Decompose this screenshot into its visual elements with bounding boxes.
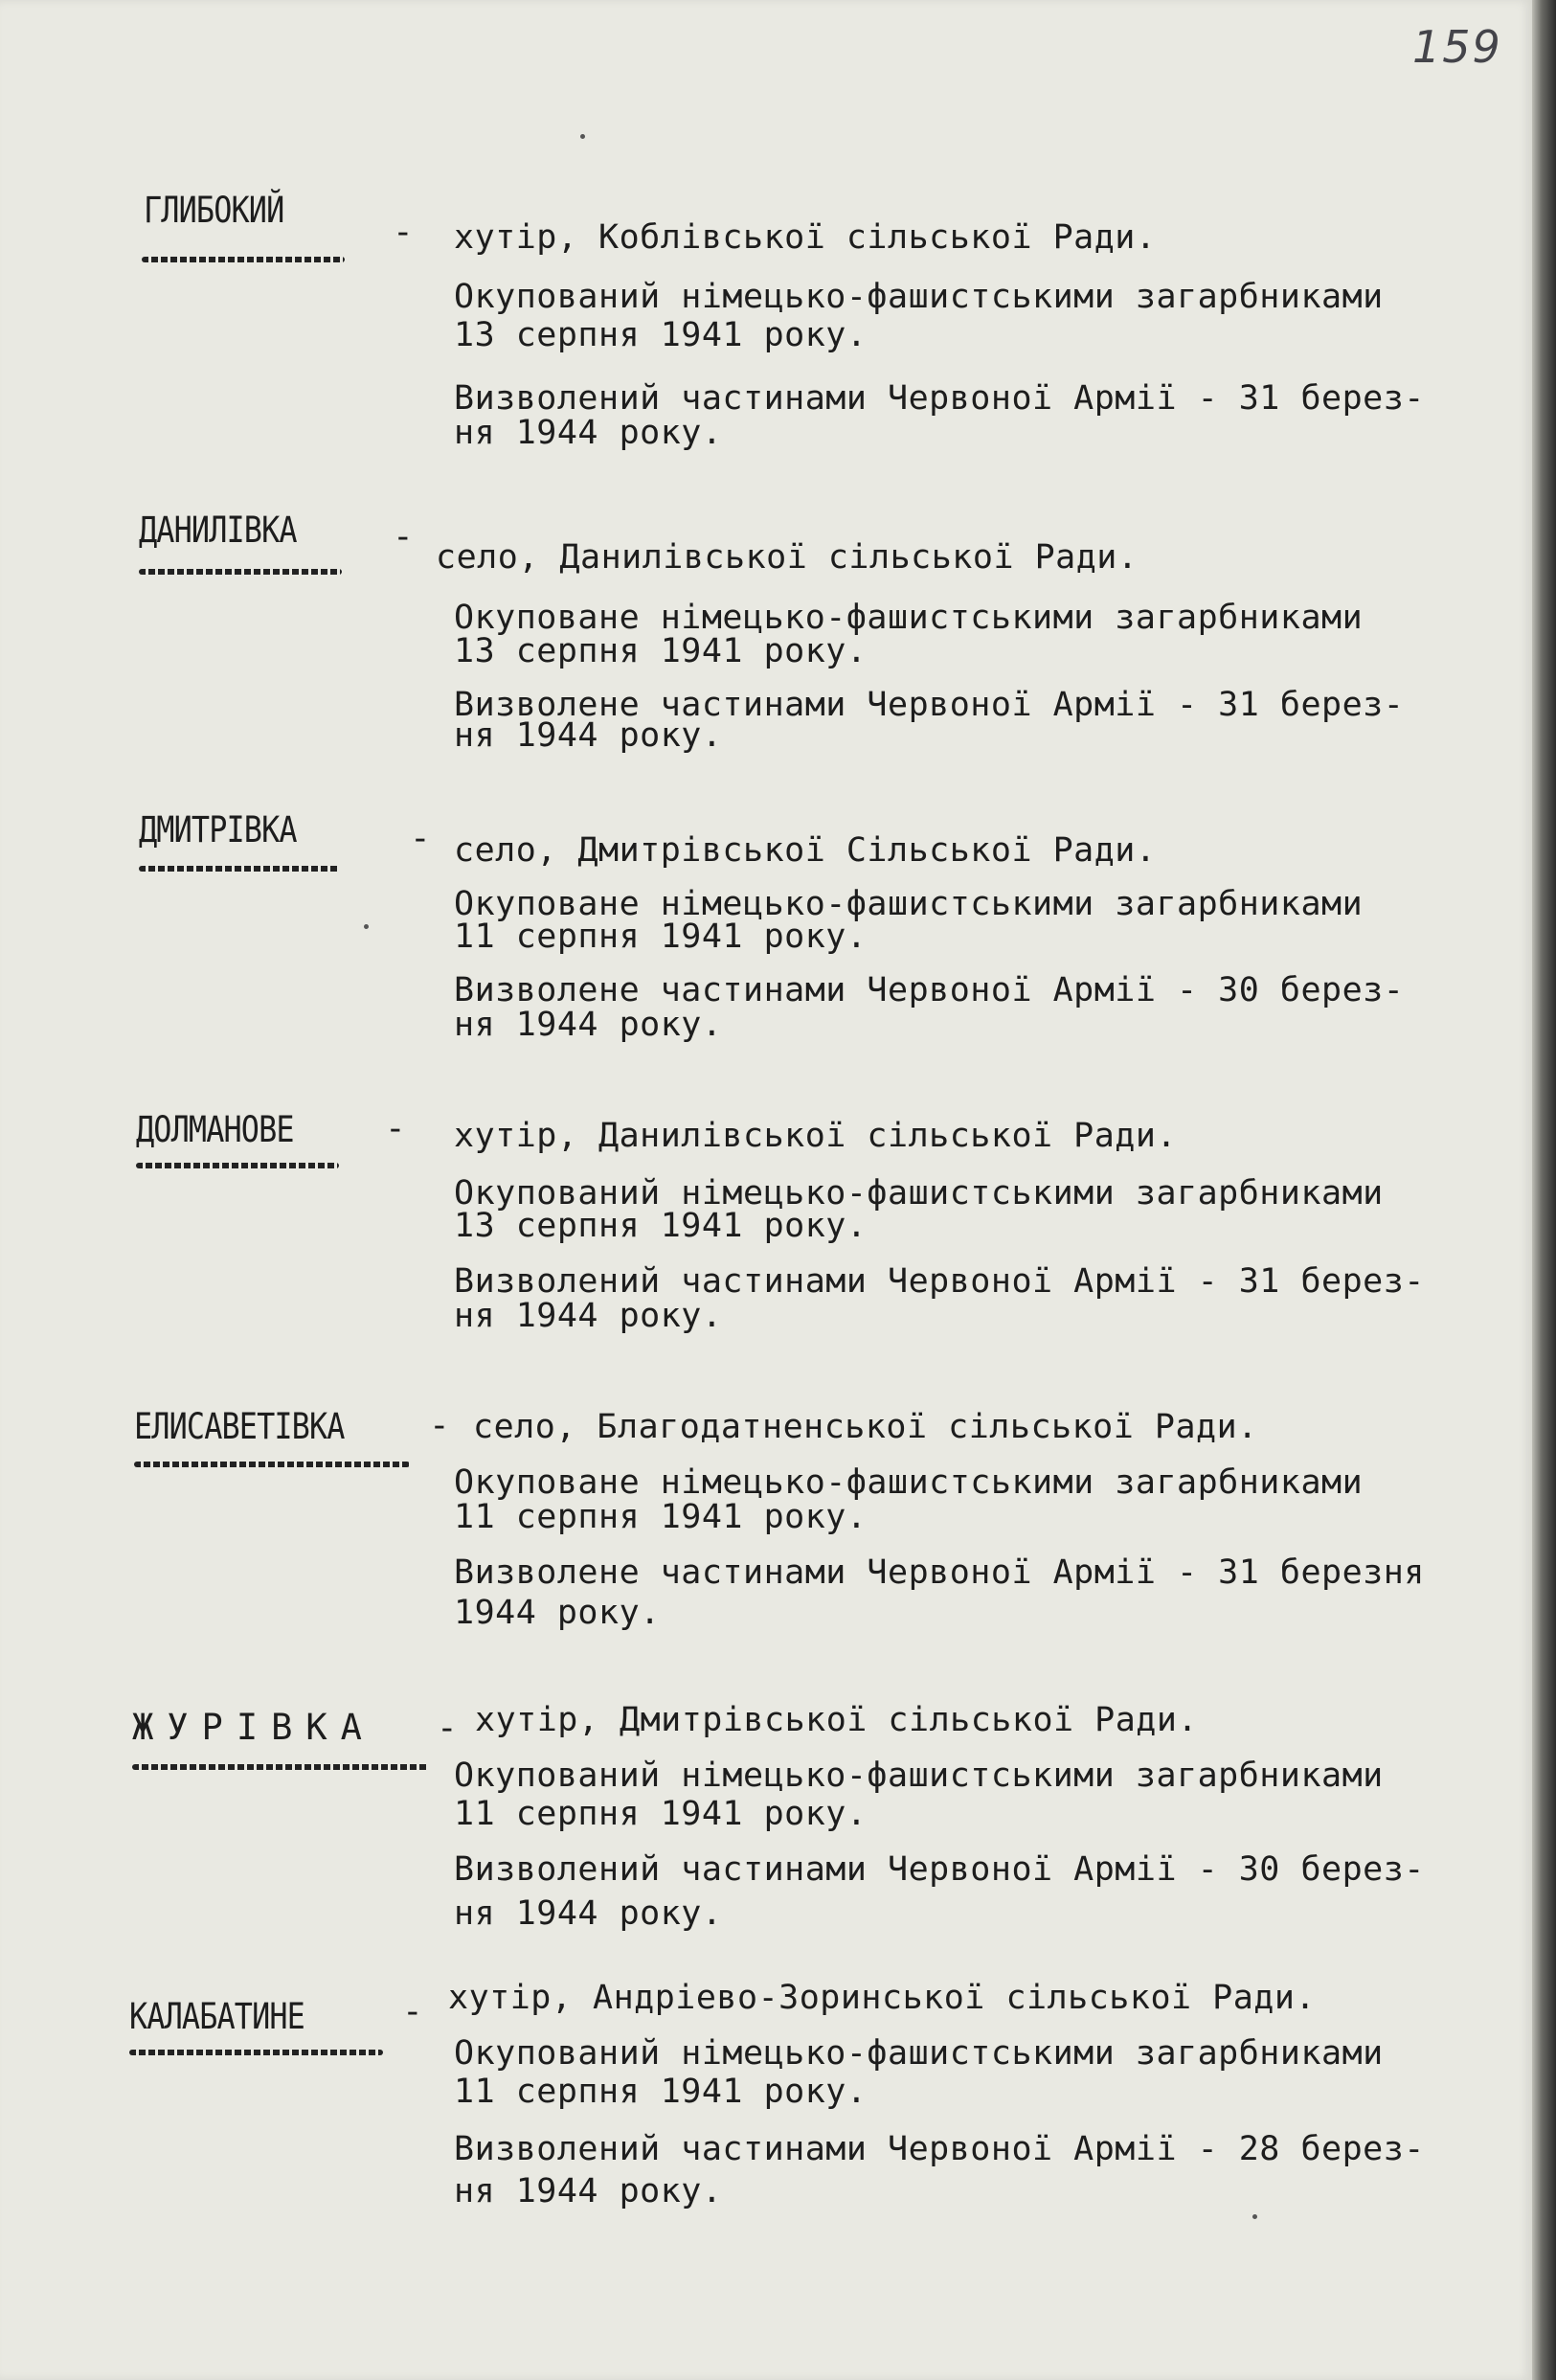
name-underline bbox=[139, 569, 342, 575]
name-underline bbox=[132, 1764, 429, 1770]
occupation-date-line: 11 серпня 1941 року. bbox=[454, 1498, 868, 1536]
occupation-line: Окупований німецько-фашистськими загарбниками bbox=[454, 2034, 1384, 2073]
liberation-date-line: ня 1944 року. bbox=[454, 2172, 723, 2210]
occupation-line: Окуповане німецько-фашистськими загарбниками bbox=[454, 1463, 1364, 1502]
paper-speck bbox=[364, 924, 369, 929]
entry-dash: - bbox=[429, 1406, 450, 1445]
occupation-date-line: 13 серпня 1941 року. bbox=[454, 632, 868, 670]
occupation-date-line: 13 серпня 1941 року. bbox=[454, 316, 868, 354]
settlement-name: ДАНИЛІВКА bbox=[139, 510, 297, 551]
settlement-name: ДОЛМАНОВЕ bbox=[136, 1109, 294, 1150]
liberation-line: Визволене частинами Червоної Армії - 31 берез- bbox=[454, 686, 1405, 724]
settlement-name: ЕЛИСАВЕТІВКА bbox=[134, 1406, 345, 1447]
settlement-type-line: хутір, Дмитрівської сільської Ради. bbox=[475, 1701, 1199, 1739]
occupation-date-line: 11 серпня 1941 року. bbox=[454, 918, 868, 956]
settlement-type-line: хутір, Андріево-Зоринської сільської Ради. bbox=[448, 1979, 1317, 2017]
settlement-type-line: село, Данилівської сільської Ради. bbox=[436, 538, 1139, 577]
liberation-date-line: ня 1944 року. bbox=[454, 1894, 723, 1933]
name-underline bbox=[134, 1462, 410, 1467]
paper-speck bbox=[580, 134, 585, 139]
occupation-line: Окупований німецько-фашистськими загарбниками bbox=[454, 1757, 1384, 1795]
page-number: 159 bbox=[1412, 21, 1502, 73]
settlement-type-line: село, Благодатненської сільської Ради. bbox=[473, 1408, 1258, 1446]
liberation-line: Визволений частинами Червоної Армії - 30 берез- bbox=[454, 1850, 1425, 1889]
entry-dash: - bbox=[402, 1992, 423, 2031]
settlement-name: ДМИТРІВКА bbox=[139, 809, 297, 850]
liberation-line: Визволене частинами Червоної Армії - 31 березня bbox=[454, 1553, 1425, 1592]
liberation-date-line: 1944 року. bbox=[454, 1594, 661, 1632]
entry-dash: - bbox=[393, 517, 414, 556]
settlement-name: КАЛАБАТИНЕ bbox=[129, 1996, 304, 2037]
occupation-line: Окупований німецько-фашистськими загарбниками bbox=[454, 278, 1384, 316]
liberation-line: Визволений частинами Червоної Армії - 28 берез- bbox=[454, 2130, 1425, 2168]
paper-speck bbox=[1252, 2214, 1257, 2219]
occupation-date-line: 13 серпня 1941 року. bbox=[454, 1207, 868, 1245]
name-underline bbox=[129, 2050, 383, 2055]
occupation-line: Окупований німецько-фашистськими загарбниками bbox=[454, 1174, 1384, 1213]
entry-dash: - bbox=[385, 1109, 406, 1148]
name-underline bbox=[142, 257, 345, 262]
entry-dash: - bbox=[410, 819, 431, 858]
liberation-date-line: ня 1944 року. bbox=[454, 716, 723, 755]
occupation-line: Окуповане німецько-фашистськими загарбниками bbox=[454, 885, 1364, 923]
liberation-line: Визволений частинами Червоної Армії - 31 берез- bbox=[454, 379, 1425, 418]
entry-dash: - bbox=[393, 213, 414, 252]
name-underline bbox=[136, 1163, 339, 1168]
occupation-date-line: 11 серпня 1941 року. bbox=[454, 2073, 868, 2111]
liberation-date-line: ня 1944 року. bbox=[454, 414, 723, 452]
occupation-line: Окуповане німецько-фашистськими загарбниками bbox=[454, 599, 1364, 637]
settlement-name: ЖУРІВКА bbox=[132, 1707, 375, 1748]
settlement-type-line: хутір, Коблівської сільської Ради. bbox=[454, 218, 1157, 257]
settlement-type-line: село, Дмитрівської Сільської Ради. bbox=[454, 831, 1157, 870]
liberation-line: Визволене частинами Червоної Армії - 30 берез- bbox=[454, 971, 1405, 1009]
entry-dash: - bbox=[437, 1709, 458, 1748]
settlement-name: ГЛИБОКИЙ bbox=[144, 190, 284, 231]
page-edge-shadow bbox=[1532, 0, 1556, 2380]
liberation-date-line: ня 1944 року. bbox=[454, 1297, 723, 1335]
occupation-date-line: 11 серпня 1941 року. bbox=[454, 1795, 868, 1833]
settlement-type-line: хутір, Данилівської сільської Ради. bbox=[454, 1117, 1178, 1155]
liberation-date-line: ня 1944 року. bbox=[454, 1006, 723, 1044]
liberation-line: Визволений частинами Червоної Армії - 31 берез- bbox=[454, 1262, 1425, 1301]
name-underline bbox=[139, 866, 340, 872]
